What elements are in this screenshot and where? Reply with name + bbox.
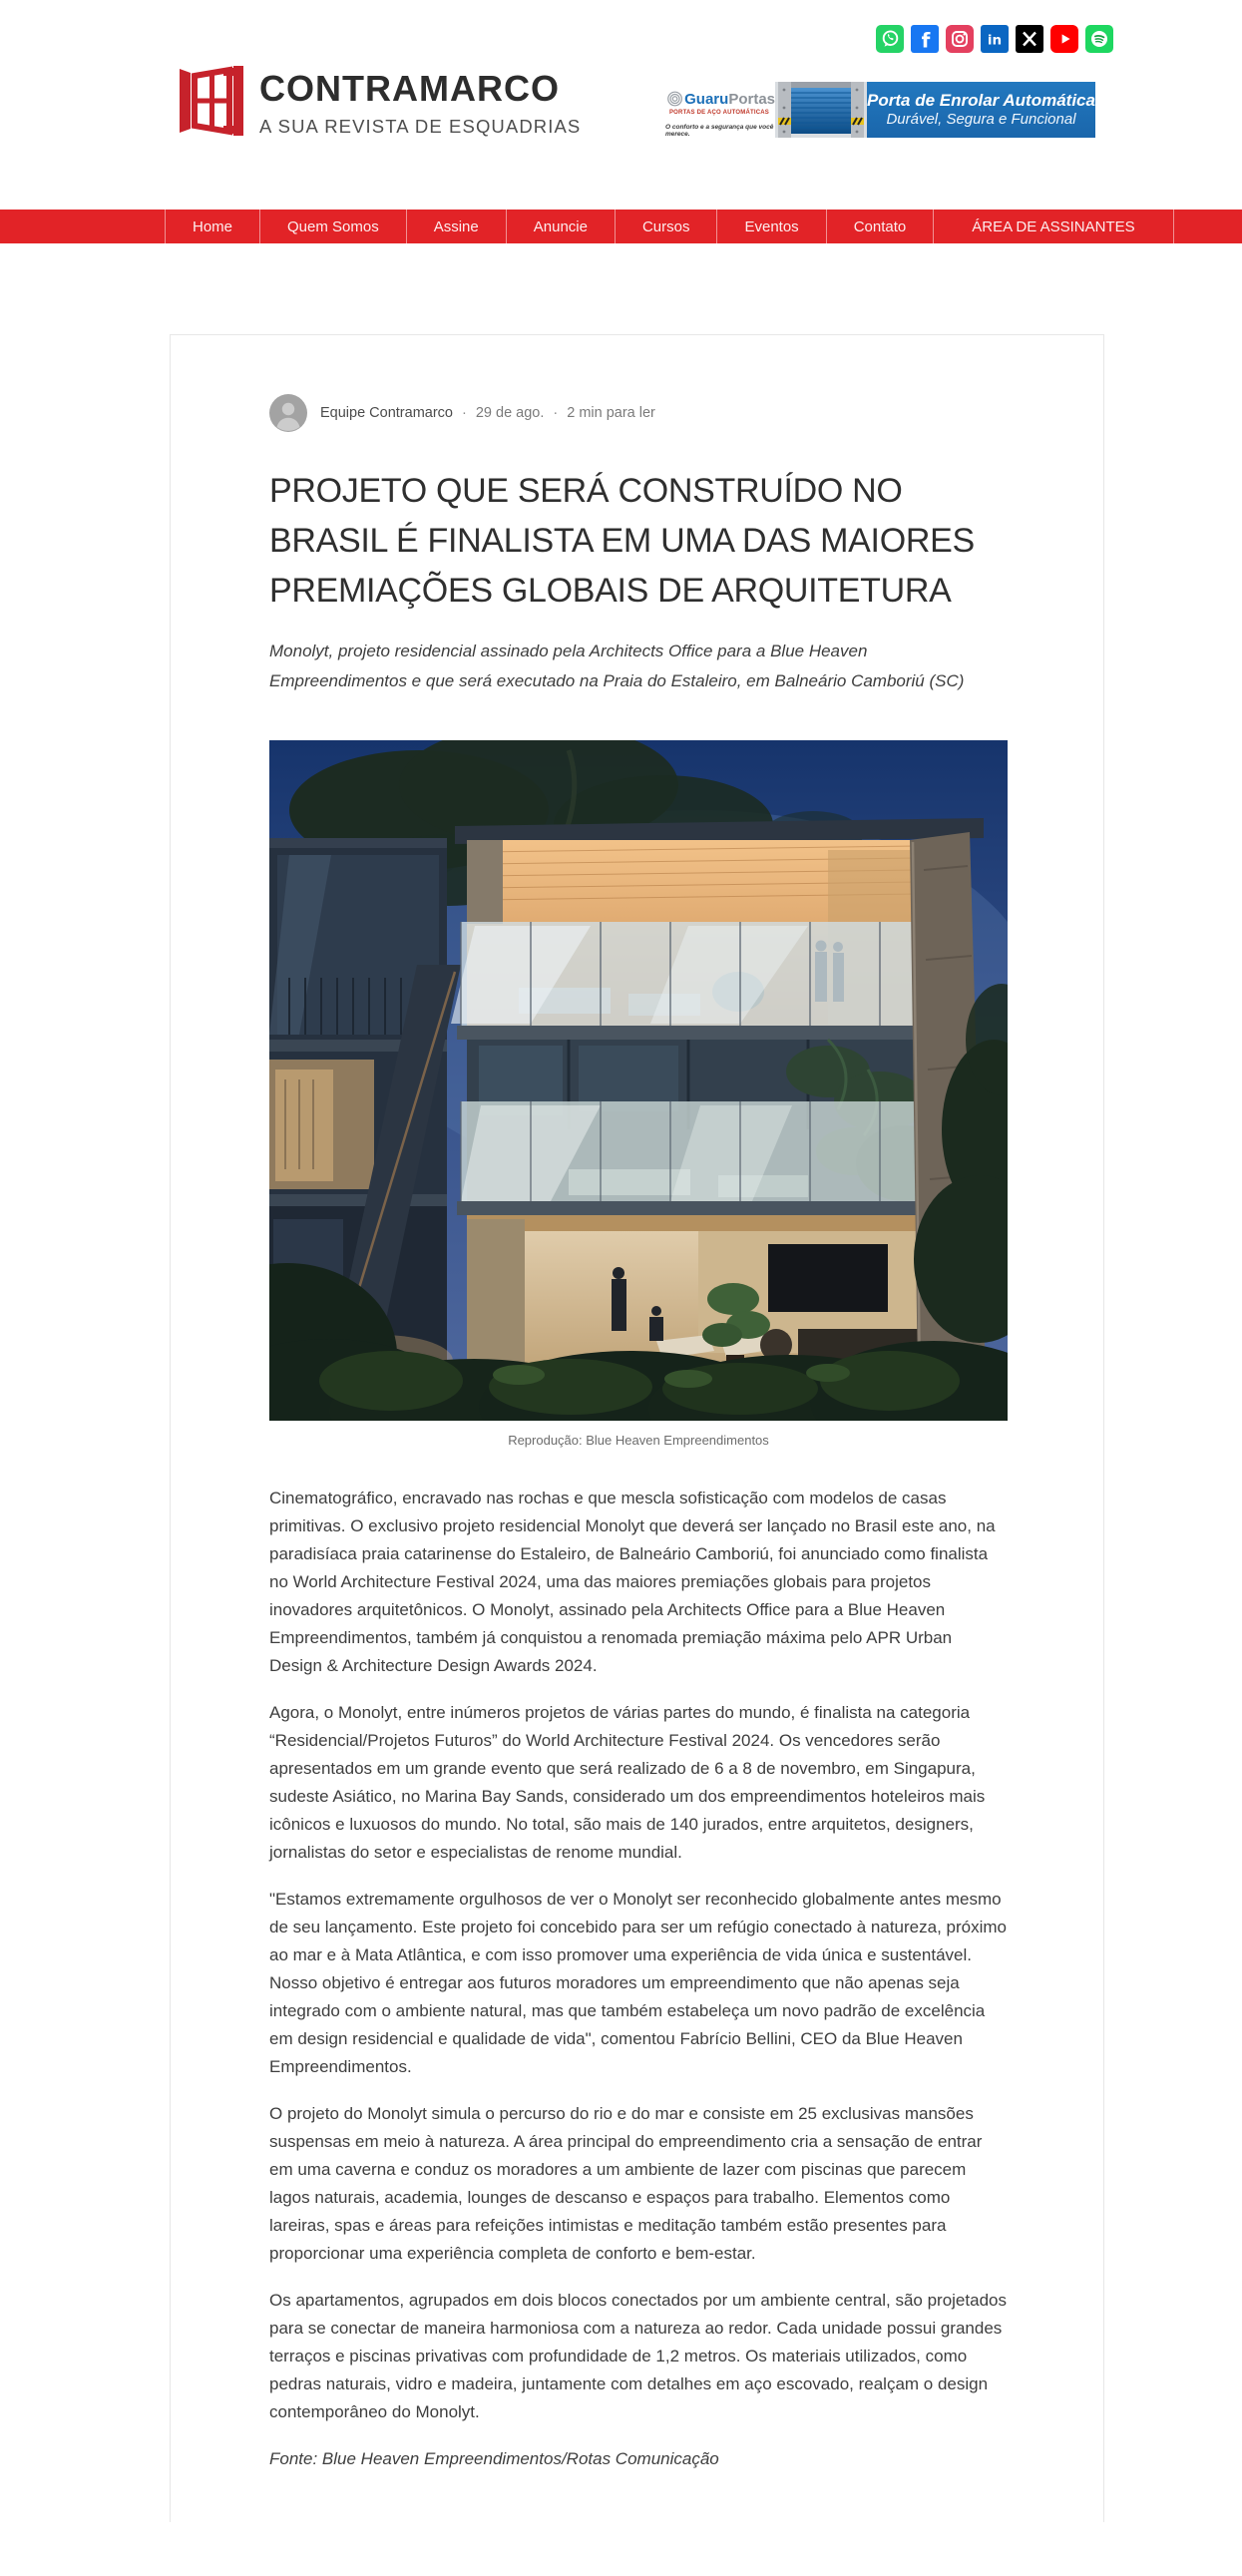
linkedin-icon[interactable] [981, 25, 1009, 53]
main-nav [0, 210, 1242, 243]
read-time: 2 min para ler [567, 405, 655, 421]
author-name[interactable]: Equipe Contramarco [320, 405, 453, 421]
nav-item-home[interactable]: Home [165, 210, 260, 243]
instagram-icon[interactable] [946, 25, 974, 53]
nav-item-assine[interactable]: Assine [407, 210, 507, 243]
logo-subtitle: A SUA REVISTA DE ESQUADRIAS [259, 115, 582, 137]
image-caption: Reprodução: Blue Heaven Empreendimentos [508, 1433, 769, 1448]
ad-slogan: O conforto e a segurança que você merece. [665, 124, 774, 138]
nav-item-contato[interactable]: Contato [827, 210, 935, 243]
publish-date: 29 de ago. [475, 405, 545, 421]
paragraph: O projeto do Monolyt simula o percurso do rio e do mar e consiste em 25 exclusivas mansões suspensas em meio à natureza. A área principal do empreendimento cria a sensação de entrar em uma caverna e conduz os moradores a um ambiente de lazer com piscinas que parecem lagos naturais, academia, lounges de descanso e espaços para trabalho. Elementos como lareiras, spas e áreas para refeições intimistas e meditação também estão presentes para proporcionar uma experiência completa de conforto e bem-estar. [269, 2104, 983, 2263]
article-source: Fonte: Blue Heaven Empreendimentos/Rotas Comunicação [269, 2449, 719, 2468]
ad-banner[interactable] [663, 82, 1095, 138]
ad-subheadline: Durável, Segura e Funcional [886, 111, 1076, 129]
paragraph: Agora, o Monolyt, entre inúmeros projetos de várias partes do mundo, é finalista na categoria “Residencial/Projetos Futuros” do World Architecture Festival 2024. Os vencedores serão apresentados em um grande evento que será realizado de 6 a 8 de novembro, em Singapura, sudeste Asiático, no Marina Bay Sands, considerado um dos empreendimentos hoteleiros mais icônicos e luxuosos do mundo. No total, são mais de 140 jurados, entre arquitetos, designers, jornalistas do setor e especialistas de renome mundial. [269, 1703, 986, 1862]
social-bar [876, 25, 1113, 53]
avatar[interactable] [269, 394, 307, 432]
x-twitter-icon[interactable] [1016, 25, 1043, 53]
paragraph: Os apartamentos, agrupados em dois blocos conectados por um ambiente central, são projetados para se conectar de maneira harmoniosa com a natureza ao redor. Cada unidade possui grandes terraços e piscinas privativas com profundidade de 1,2 metros. Os materiais utilizados, como pedras naturais, vidro e madeira, juntamente com detalhes em aço escovado, realçam o design contemporâneo do Monolyt. [269, 2291, 1007, 2421]
facebook-icon[interactable] [911, 25, 939, 53]
ad-headline: Porta de Enrolar Automática [867, 91, 1095, 110]
whatsapp-icon[interactable] [876, 25, 904, 53]
site-header [0, 0, 1242, 210]
svg-text:in: in [987, 32, 1003, 49]
youtube-icon[interactable] [1050, 25, 1078, 53]
article-body [269, 1485, 1007, 2473]
site-logo[interactable] [180, 64, 581, 138]
nav-item-eventos[interactable]: Eventos [717, 210, 826, 243]
nav-item-anuncie[interactable]: Anuncie [507, 210, 616, 243]
roller-door-image [775, 82, 867, 138]
meta-separator: · [462, 405, 467, 421]
ad-tagline: PORTAS DE AÇO AUTOMÁTICAS [668, 110, 769, 116]
article-subtitle: Monolyt, projeto residencial assinado pela Architects Office para a Blue Heaven Empreendimentos e que será executado na Praia do Estaleiro, em Balneário Camboriú (SC) [269, 642, 965, 690]
logo-title: CONTRAMARCO [259, 68, 560, 109]
article-title: PROJETO QUE SERÁ CONSTRUÍDO NO BRASIL É FINALISTA EM UMA DAS MAIORES PREMIAÇÕES GLOBAIS DE ARQUITETURA [269, 472, 975, 610]
paragraph: "Estamos extremamente orgulhosos de ver o Monolyt ser reconhecido globalmente antes mesmo de seu lançamento. Este projeto foi concebido para ser um refúgio conectado à natureza, próximo ao mar e à Mata Atlântica, e com isso promover uma experiência de vida única e sustentável. Nosso objetivo é entregar aos futuros moradores um empreendimento que não apenas seja integrado com o ambiente natural, mas que também estabeleça um novo padrão de excelência em design residencial e qualidade de vida", comentou Fabrício Bellini, CEO da Blue Heaven Empreendimentos. [269, 1890, 1007, 2076]
hero-image[interactable] [269, 740, 1008, 1448]
svg-text:f: f [921, 28, 931, 53]
author-row [269, 394, 1007, 432]
ad-text-panel [867, 82, 1095, 138]
article-card [170, 334, 1104, 2522]
ad-brand-guaru: Guaru [684, 90, 729, 108]
ad-brand-panel [663, 82, 775, 138]
ad-brand-portas: Portas [728, 90, 775, 108]
nav-item-cursos[interactable]: Cursos [616, 210, 718, 243]
nav-item-quem-somos[interactable]: Quem Somos [260, 210, 407, 243]
guaruportas-logo-icon [667, 89, 682, 109]
nav-item-area-de-assinantes[interactable]: ÁREA DE ASSINANTES [934, 210, 1173, 243]
paragraph: Cinematográfico, encravado nas rochas e que mescla sofisticação com modelos de casas primitivas. O exclusivo projeto residencial Monolyt que deverá ser lançado no Brasil este ano, na paradisíaca praia catarinense do Estaleiro, de Balneário Camboriú, foi anunciado como finalista no World Architecture Festival 2024, uma das maiores premiações globais para projetos inovadores arquitetônicos. O Monolyt, assinado pela Architects Office para a Blue Heaven Empreendimentos, também já conquistou a renomada premiação máxima pelo APR Urban Design & Architecture Design Awards 2024. [269, 1489, 996, 1675]
spotify-icon[interactable] [1085, 25, 1113, 53]
meta-separator: · [553, 405, 559, 421]
main-house [451, 818, 986, 1385]
window-logo-icon [180, 64, 243, 138]
